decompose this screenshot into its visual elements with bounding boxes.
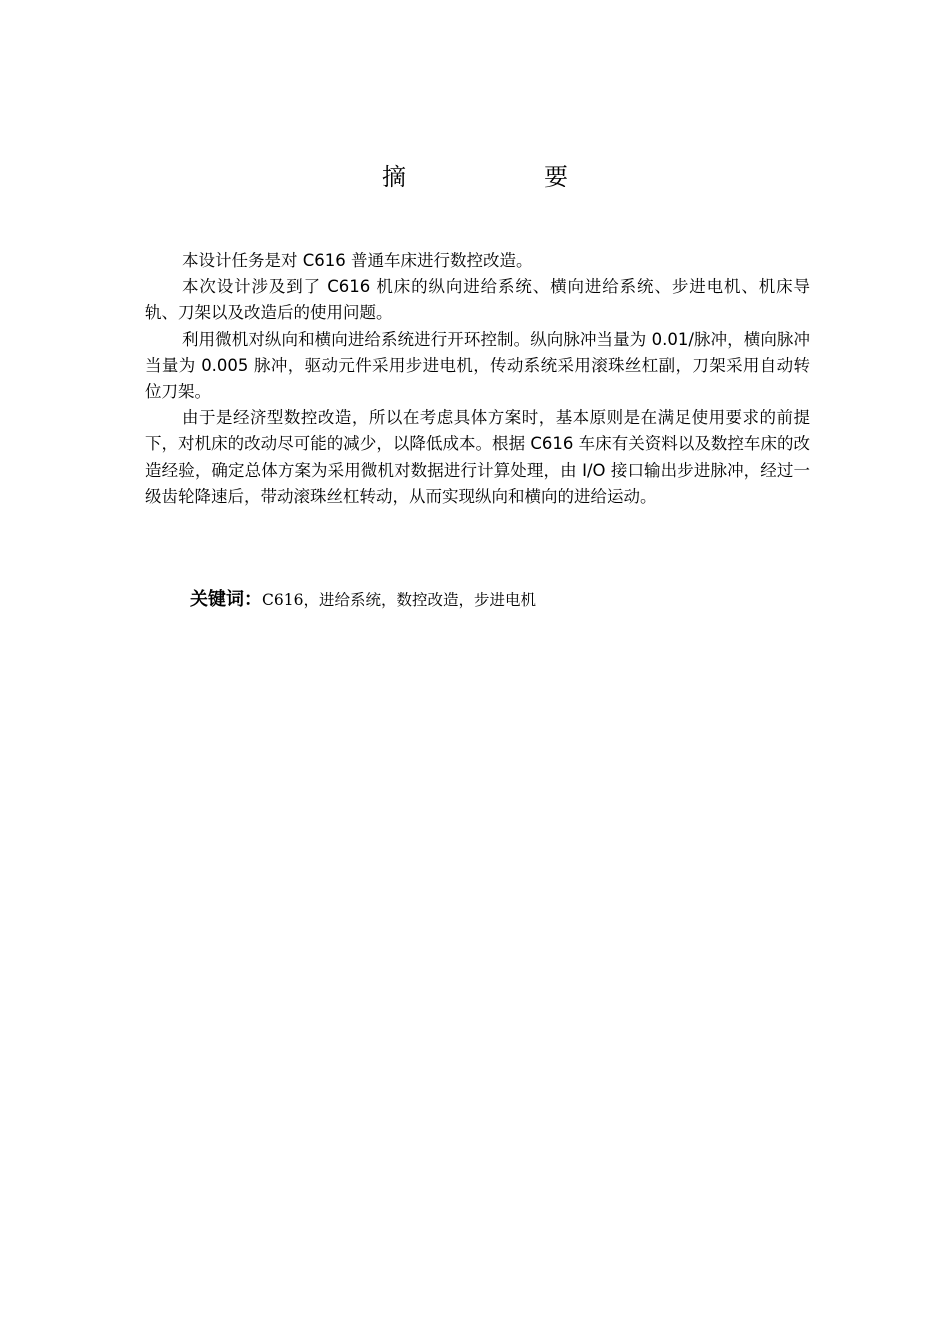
keywords-line (190, 587, 810, 613)
abstract-paragraph-3: 利用微机对纵向和横向进给系统进行开环控制。纵向脉冲当量为 0.01/脉冲，横向脉冲当量为 0.005 脉冲，驱动元件采用步进电机，传动系统采用滚珠丝杠副，刀架采用自动转位刀架。 (145, 329, 811, 402)
keywords-value: C616，进给系统，数控改造，步进电机 (262, 591, 536, 609)
keywords-label: 关键词： (190, 589, 262, 610)
abstract-paragraph-1: 本设计任务是对 C616 普通车床进行数控改造。 (182, 251, 533, 270)
abstract-paragraph-2: 本次设计涉及到了 C616 机床的纵向进给系统、横向进给系统、步进电机、机床导轨、刀架以及改造后的使用问题。 (145, 277, 810, 323)
abstract-body (145, 248, 810, 510)
abstract-title: 摘 要 (382, 163, 598, 191)
abstract-paragraph-4: 由于是经济型数控改造，所以在考虑具体方案时，基本原则是在满足使用要求的前提下，对机床的改动尽可能的减少，以降低成本。根据 C616 车床有关资料以及数控车床的改造经验，确定总体方案为采用微机对数据进行计算处理，由 I/O 接口输出步进脉冲，经过一级齿轮降速后，带动滚珠丝杠转动，从而实现纵向和横向的进给运动。 (145, 408, 811, 506)
